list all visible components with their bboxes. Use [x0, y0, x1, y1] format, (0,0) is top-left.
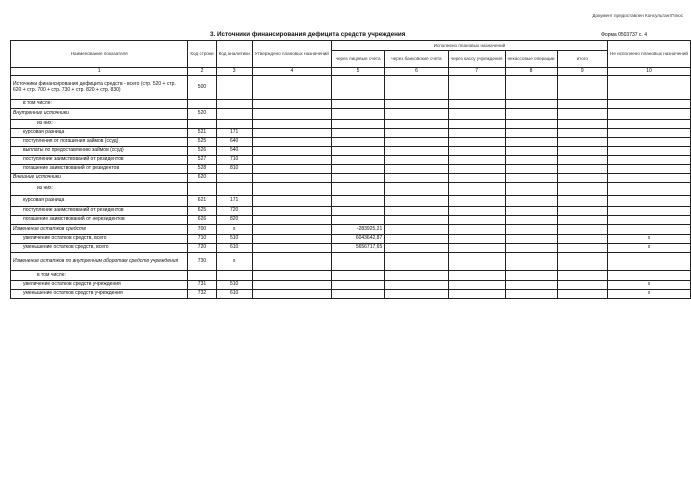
row-name: Источники финансирования дефицита средств - всего (стр. 520 + стр. 620 + стр. 700 + стр. 730 + стр. 820 + стр. 830)	[11, 76, 188, 100]
row-noncash	[505, 216, 557, 225]
row-name: поступление заимствований от резидентов	[11, 156, 188, 165]
row-via-bank-accounts	[385, 129, 448, 138]
row-via-bank-accounts	[385, 225, 448, 235]
row-name: увеличение остатков средств, всего	[11, 235, 188, 244]
table-row	[11, 165, 691, 174]
row-via-bank-accounts	[385, 235, 448, 244]
row-line-code: 620	[188, 174, 216, 183]
col-number: 7	[448, 68, 505, 76]
row-noncash	[505, 253, 557, 271]
col-number: 2	[188, 68, 216, 76]
row-total	[557, 207, 607, 216]
table-row	[11, 109, 691, 120]
row-analytic-code: 610	[216, 244, 252, 253]
row-total	[557, 174, 607, 183]
row-line-code: 731	[188, 281, 216, 290]
row-approved	[252, 271, 331, 281]
row-via-bank-accounts	[385, 147, 448, 156]
row-name: Внешние источники	[11, 174, 188, 183]
row-approved	[252, 174, 331, 183]
row-unexecuted	[607, 207, 690, 216]
row-approved	[252, 129, 331, 138]
row-name: поступления от погашения займов (ссуд)	[11, 138, 188, 147]
row-analytic-code	[216, 100, 252, 109]
row-approved	[252, 165, 331, 174]
header-name: Наименование показателя	[11, 41, 188, 68]
table-row	[11, 235, 691, 244]
row-line-code: 500	[188, 76, 216, 100]
row-approved	[252, 290, 331, 299]
row-total	[557, 290, 607, 299]
row-via-personal-accounts	[331, 183, 384, 196]
row-approved	[252, 216, 331, 225]
row-approved	[252, 147, 331, 156]
row-name: в том числе:	[11, 271, 188, 281]
row-name: из них:	[11, 183, 188, 196]
row-unexecuted: x	[607, 290, 690, 299]
header-via-personal-accounts: через лицевые счета	[331, 51, 384, 68]
row-analytic-code: 610	[216, 290, 252, 299]
row-line-code: 730	[188, 253, 216, 271]
row-via-cash	[448, 244, 505, 253]
row-via-personal-accounts	[331, 100, 384, 109]
table-row	[11, 76, 691, 100]
row-unexecuted	[607, 216, 690, 225]
table-row	[11, 174, 691, 183]
row-via-cash	[448, 109, 505, 120]
row-via-cash	[448, 147, 505, 156]
row-via-cash	[448, 138, 505, 147]
row-noncash	[505, 109, 557, 120]
row-via-cash	[448, 235, 505, 244]
row-line-code: 621	[188, 196, 216, 207]
header-unexecuted: Не исполнено плановых назначений	[607, 41, 690, 68]
row-via-bank-accounts	[385, 253, 448, 271]
row-approved	[252, 225, 331, 235]
row-unexecuted	[607, 196, 690, 207]
row-unexecuted: x	[607, 281, 690, 290]
row-line-code: 626	[188, 216, 216, 225]
row-via-cash	[448, 216, 505, 225]
row-name: Изменение остатков средств	[11, 225, 188, 235]
row-via-personal-accounts	[331, 207, 384, 216]
row-name: курсовая разница	[11, 129, 188, 138]
row-unexecuted	[607, 109, 690, 120]
row-via-bank-accounts	[385, 100, 448, 109]
row-via-cash	[448, 129, 505, 138]
header-executed-group: Исполнено плановых назначений	[331, 41, 607, 51]
row-name: в том числе:	[11, 100, 188, 109]
row-via-personal-accounts	[331, 253, 384, 271]
row-approved	[252, 235, 331, 244]
row-total	[557, 253, 607, 271]
header-via-cash: через кассу учреждения	[448, 51, 505, 68]
row-via-personal-accounts	[331, 281, 384, 290]
table-row	[11, 156, 691, 165]
row-via-bank-accounts	[385, 244, 448, 253]
table-row	[11, 290, 691, 299]
row-total	[557, 281, 607, 290]
row-line-code: 525	[188, 138, 216, 147]
row-name: погашение заимствований от нерезидентов	[11, 216, 188, 225]
table-row	[11, 207, 691, 216]
row-via-bank-accounts	[385, 138, 448, 147]
row-noncash	[505, 183, 557, 196]
row-via-cash	[448, 253, 505, 271]
row-line-code: 526	[188, 147, 216, 156]
financing-sources-table	[10, 40, 691, 299]
row-noncash	[505, 165, 557, 174]
row-name: уменьшение остатков средств учреждения	[11, 290, 188, 299]
row-via-bank-accounts	[385, 165, 448, 174]
col-number: 1	[11, 68, 188, 76]
row-analytic-code: 810	[216, 165, 252, 174]
header-line-code: Код строки	[188, 41, 216, 68]
row-unexecuted	[607, 225, 690, 235]
row-via-bank-accounts	[385, 271, 448, 281]
row-name: поступление заимствований от резидентов	[11, 207, 188, 216]
row-unexecuted	[607, 183, 690, 196]
row-unexecuted	[607, 156, 690, 165]
row-via-bank-accounts	[385, 109, 448, 120]
row-noncash	[505, 174, 557, 183]
row-analytic-code: 820	[216, 216, 252, 225]
column-number-row	[11, 68, 691, 76]
row-analytic-code: 510	[216, 281, 252, 290]
row-name: Изменение остатков по внутренним оборотам средств учреждения	[11, 253, 188, 271]
row-analytic-code: 710	[216, 156, 252, 165]
row-total	[557, 147, 607, 156]
row-analytic-code: 720	[216, 207, 252, 216]
row-total	[557, 129, 607, 138]
row-line-code: 700	[188, 225, 216, 235]
row-noncash	[505, 207, 557, 216]
row-approved	[252, 156, 331, 165]
row-unexecuted	[607, 253, 690, 271]
row-via-bank-accounts	[385, 183, 448, 196]
row-via-personal-accounts	[331, 165, 384, 174]
row-noncash	[505, 100, 557, 109]
row-via-bank-accounts	[385, 207, 448, 216]
table-row	[11, 129, 691, 138]
row-total	[557, 76, 607, 100]
table-row	[11, 196, 691, 207]
row-via-personal-accounts	[331, 138, 384, 147]
col-number: 5	[331, 68, 384, 76]
row-via-personal-accounts	[331, 76, 384, 100]
row-noncash	[505, 235, 557, 244]
row-line-code	[188, 183, 216, 196]
row-via-cash	[448, 225, 505, 235]
row-line-code: 520	[188, 109, 216, 120]
row-unexecuted	[607, 174, 690, 183]
table-row	[11, 120, 691, 129]
row-via-cash	[448, 100, 505, 109]
row-name: курсовая разница	[11, 196, 188, 207]
table-row	[11, 225, 691, 235]
row-via-bank-accounts	[385, 174, 448, 183]
row-via-cash	[448, 156, 505, 165]
row-name: выплаты по предоставлению займов (ссуд)	[11, 147, 188, 156]
row-name: уменьшение остатков средств, всего	[11, 244, 188, 253]
row-analytic-code	[216, 271, 252, 281]
row-via-personal-accounts	[331, 156, 384, 165]
row-via-bank-accounts	[385, 76, 448, 100]
row-via-cash	[448, 183, 505, 196]
header-total: итого	[557, 51, 607, 68]
row-total	[557, 120, 607, 129]
row-total	[557, 235, 607, 244]
row-via-bank-accounts	[385, 156, 448, 165]
row-name: погашение заимствований от резидентов	[11, 165, 188, 174]
row-via-cash	[448, 174, 505, 183]
row-via-cash	[448, 165, 505, 174]
table-row	[11, 138, 691, 147]
row-via-personal-accounts: 6043642,87	[331, 235, 384, 244]
row-approved	[252, 196, 331, 207]
table-row	[11, 271, 691, 281]
row-approved	[252, 76, 331, 100]
row-noncash	[505, 129, 557, 138]
row-noncash	[505, 76, 557, 100]
row-via-bank-accounts	[385, 120, 448, 129]
row-via-bank-accounts	[385, 290, 448, 299]
row-via-cash	[448, 207, 505, 216]
row-line-code: 710	[188, 235, 216, 244]
row-approved	[252, 244, 331, 253]
row-noncash	[505, 120, 557, 129]
row-total	[557, 271, 607, 281]
row-via-cash	[448, 271, 505, 281]
row-noncash	[505, 281, 557, 290]
col-number: 6	[385, 68, 448, 76]
row-total	[557, 216, 607, 225]
col-number: 9	[557, 68, 607, 76]
row-total	[557, 109, 607, 120]
row-line-code	[188, 120, 216, 129]
row-analytic-code: 640	[216, 138, 252, 147]
row-via-personal-accounts: 5656717,65	[331, 244, 384, 253]
row-via-bank-accounts	[385, 196, 448, 207]
row-unexecuted	[607, 120, 690, 129]
row-line-code	[188, 271, 216, 281]
header-via-bank-accounts: через банковские счета	[385, 51, 448, 68]
row-analytic-code: 171	[216, 196, 252, 207]
col-number: 8	[505, 68, 557, 76]
row-noncash	[505, 244, 557, 253]
row-via-personal-accounts	[331, 120, 384, 129]
row-noncash	[505, 138, 557, 147]
row-analytic-code: 510	[216, 235, 252, 244]
row-via-cash	[448, 290, 505, 299]
row-unexecuted	[607, 76, 690, 100]
row-line-code: 528	[188, 165, 216, 174]
row-approved	[252, 138, 331, 147]
row-noncash	[505, 147, 557, 156]
row-name: Внутренние источники	[11, 109, 188, 120]
row-approved	[252, 207, 331, 216]
row-via-personal-accounts	[331, 196, 384, 207]
row-unexecuted	[607, 100, 690, 109]
row-noncash	[505, 196, 557, 207]
row-total	[557, 138, 607, 147]
table-row	[11, 244, 691, 253]
row-line-code: 720	[188, 244, 216, 253]
row-line-code: 732	[188, 290, 216, 299]
row-via-cash	[448, 196, 505, 207]
row-total	[557, 165, 607, 174]
source-note: Документ предоставлен КонсультантПлюс	[592, 13, 683, 18]
row-analytic-code: 171	[216, 129, 252, 138]
row-total	[557, 100, 607, 109]
row-total	[557, 225, 607, 235]
header-approved: Утверждено плановых назначений	[252, 41, 331, 68]
row-noncash	[505, 290, 557, 299]
table-row	[11, 253, 691, 271]
row-noncash	[505, 225, 557, 235]
row-unexecuted	[607, 147, 690, 156]
row-analytic-code	[216, 174, 252, 183]
row-line-code: 625	[188, 207, 216, 216]
row-approved	[252, 183, 331, 196]
row-via-personal-accounts: -283925,21	[331, 225, 384, 235]
row-via-personal-accounts	[331, 216, 384, 225]
row-approved	[252, 109, 331, 120]
table-row	[11, 100, 691, 109]
row-approved	[252, 100, 331, 109]
row-analytic-code: 540	[216, 147, 252, 156]
row-unexecuted	[607, 138, 690, 147]
header-analytic-code: Код аналитики	[216, 41, 252, 68]
row-line-code: 521	[188, 129, 216, 138]
row-analytic-code	[216, 120, 252, 129]
row-via-cash	[448, 76, 505, 100]
row-line-code	[188, 100, 216, 109]
row-approved	[252, 120, 331, 129]
row-via-bank-accounts	[385, 216, 448, 225]
row-via-bank-accounts	[385, 281, 448, 290]
row-noncash	[505, 271, 557, 281]
row-line-code: 527	[188, 156, 216, 165]
row-unexecuted	[607, 271, 690, 281]
row-analytic-code	[216, 183, 252, 196]
row-total	[557, 156, 607, 165]
col-number: 3	[216, 68, 252, 76]
row-analytic-code: x	[216, 253, 252, 271]
row-name: из них:	[11, 120, 188, 129]
col-number: 4	[252, 68, 331, 76]
row-name: увеличение остатков средств учреждения	[11, 281, 188, 290]
row-via-personal-accounts	[331, 109, 384, 120]
row-unexecuted: x	[607, 244, 690, 253]
row-via-personal-accounts	[331, 147, 384, 156]
row-unexecuted: x	[607, 235, 690, 244]
row-total	[557, 183, 607, 196]
row-analytic-code	[216, 76, 252, 100]
table-row	[11, 216, 691, 225]
row-noncash	[505, 156, 557, 165]
row-total	[557, 244, 607, 253]
row-analytic-code: x	[216, 225, 252, 235]
header-noncash: некассовые операции	[505, 51, 557, 68]
table-row	[11, 281, 691, 290]
row-approved	[252, 253, 331, 271]
row-via-cash	[448, 281, 505, 290]
row-total	[557, 196, 607, 207]
table-row	[11, 147, 691, 156]
row-via-personal-accounts	[331, 271, 384, 281]
row-via-personal-accounts	[331, 174, 384, 183]
row-via-cash	[448, 120, 505, 129]
row-unexecuted	[607, 165, 690, 174]
row-via-personal-accounts	[331, 290, 384, 299]
row-analytic-code	[216, 109, 252, 120]
form-code: Форма 0503737 с. 4	[601, 32, 647, 38]
row-via-personal-accounts	[331, 129, 384, 138]
row-unexecuted	[607, 129, 690, 138]
row-approved	[252, 281, 331, 290]
table-row	[11, 183, 691, 196]
col-number: 10	[607, 68, 690, 76]
section-title: 3. Источники финансирования дефицита средств учреждения	[210, 31, 406, 38]
